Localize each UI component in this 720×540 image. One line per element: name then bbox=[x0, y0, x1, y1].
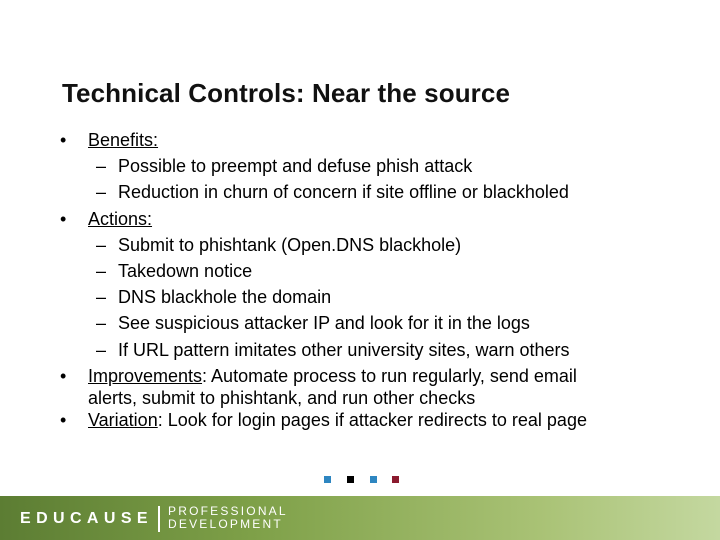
bullet-benefits bbox=[60, 127, 670, 153]
sub-bullet-text: See suspicious attacker IP and look for it in the logs bbox=[118, 313, 530, 334]
bullet-label-variation: Variation bbox=[88, 410, 158, 431]
dash-glyph: – bbox=[96, 182, 107, 203]
sub-bullet bbox=[60, 337, 670, 363]
bullet-glyph: • bbox=[60, 208, 67, 229]
bullet-label-benefits: Benefits: bbox=[88, 130, 159, 150]
square-marker bbox=[324, 476, 331, 483]
bullet-text-variation: : Look for login pages if attacker redirects to real page bbox=[157, 410, 587, 431]
bullet-variation bbox=[60, 407, 670, 433]
dash-glyph: – bbox=[96, 234, 107, 255]
square-marker bbox=[392, 476, 399, 483]
sub-bullet bbox=[60, 310, 670, 336]
dash-glyph: – bbox=[96, 156, 107, 177]
dash-glyph: – bbox=[96, 287, 107, 308]
footer-subtitle bbox=[168, 505, 288, 531]
bullet-glyph: • bbox=[60, 130, 67, 150]
sub-bullet-text: Reduction in churn of concern if site offline or blackholed bbox=[118, 182, 569, 203]
bullet-glyph: • bbox=[60, 410, 67, 431]
footer-subtitle-line2: DEVELOPMENT bbox=[168, 517, 283, 531]
sub-bullet bbox=[60, 258, 670, 284]
dash-glyph: – bbox=[96, 261, 107, 282]
footer-subtitle-line1: PROFESSIONAL bbox=[168, 504, 288, 518]
dash-glyph: – bbox=[96, 313, 107, 334]
footer-bar bbox=[0, 496, 720, 540]
square-marker bbox=[370, 476, 377, 483]
sub-bullet-text: Submit to phishtank (Open.DNS blackhole) bbox=[118, 234, 462, 255]
sub-bullet bbox=[60, 232, 670, 258]
sub-bullet bbox=[60, 153, 670, 179]
sub-bullet-text: DNS blackhole the domain bbox=[118, 287, 332, 308]
footer-divider bbox=[158, 506, 160, 532]
square-marker bbox=[347, 476, 354, 483]
bullet-improvements bbox=[60, 363, 670, 407]
sub-bullet bbox=[60, 284, 670, 310]
bullet-actions bbox=[60, 206, 670, 232]
sub-bullet-text: Takedown notice bbox=[118, 261, 253, 282]
bullet-text-improvements-line2: alerts, submit to phishtank, and run other checks bbox=[88, 388, 476, 409]
educause-logo: EDUCAUSE bbox=[20, 510, 153, 527]
slide-title: Technical Controls: Near the source bbox=[62, 78, 511, 108]
slide-body bbox=[60, 127, 670, 433]
sub-bullet-text: If URL pattern imitates other university sites, warn others bbox=[118, 339, 570, 360]
bullet-label-improvements: Improvements bbox=[88, 365, 203, 386]
bullet-text-improvements-line1: : Automate process to run regularly, send email bbox=[202, 365, 577, 386]
sub-bullet-text: Possible to preempt and defuse phish attack bbox=[118, 156, 473, 177]
bullet-label-actions: Actions: bbox=[88, 208, 153, 229]
dash-glyph: – bbox=[96, 339, 107, 360]
sub-bullet bbox=[60, 179, 670, 205]
bullet-glyph: • bbox=[60, 365, 67, 386]
